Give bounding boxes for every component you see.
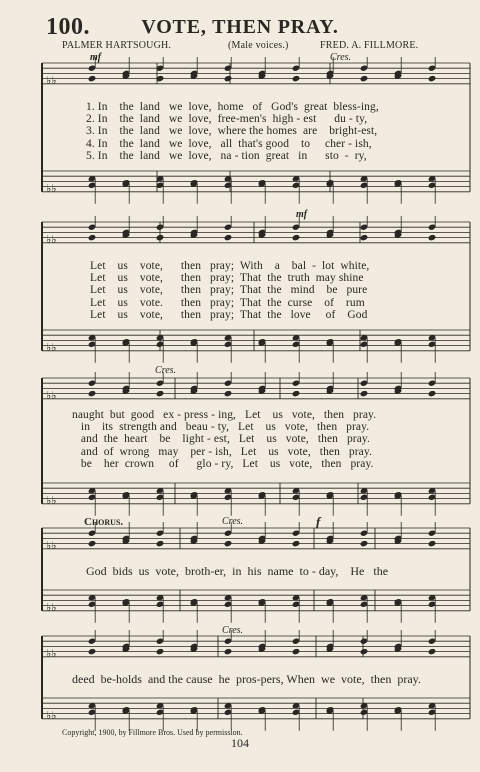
clef-icon: ♭♭ xyxy=(46,340,57,354)
dynamic-f: f xyxy=(316,514,321,529)
clef-icon: ♭♭ xyxy=(46,600,57,614)
note-head xyxy=(428,648,437,655)
note-head xyxy=(428,390,437,397)
lyricist-credit: PALMER HARTSOUGH. xyxy=(62,40,172,51)
verse-line: 1. In the land we love, home of God's great bless-ing, xyxy=(86,101,379,113)
note-head xyxy=(88,390,97,397)
verse-line: Let us vote, then pray; That the love of God xyxy=(90,308,368,321)
note-head xyxy=(156,390,165,397)
verse-line: 5. In the land we love, na - tion great in sto - ry, xyxy=(86,149,367,162)
note-head xyxy=(156,540,165,547)
page-number: 104 xyxy=(231,736,249,750)
note-head xyxy=(292,648,301,655)
verse-line: and of wrong may per - ish, Let us vote, then pray. xyxy=(72,445,372,458)
verse-line: Let us vote, then pray; That the mind be pure xyxy=(90,284,368,297)
note-head xyxy=(156,648,165,655)
note-head xyxy=(292,390,301,397)
composer-credit: FRED. A. FILLMORE. xyxy=(320,40,419,51)
clef-icon: ♭♭ xyxy=(46,646,57,660)
dynamic-cres: Cres. xyxy=(330,52,352,63)
dynamic-cres: Cres. xyxy=(155,365,177,376)
verse-lyrics-block-2 xyxy=(90,260,369,321)
note-head xyxy=(292,75,301,82)
note-head xyxy=(224,390,233,397)
note-head xyxy=(360,75,369,82)
dynamic-cres: Cres. xyxy=(222,516,244,527)
verse-line: 2. In the land we love, free-men's high - est du - ty, xyxy=(86,113,368,126)
voicing-note: (Male voices.) xyxy=(228,40,289,51)
verse-line: in its strength and beau - ty, Let us vote, then pray. xyxy=(72,421,370,434)
note-head xyxy=(292,540,301,547)
note-head xyxy=(428,75,437,82)
note-head xyxy=(88,234,97,241)
note-head xyxy=(224,540,233,547)
verse-lyrics-block-1 xyxy=(86,101,379,162)
dynamic-mf: mf xyxy=(90,52,102,63)
dynamic-mf: mf xyxy=(296,209,308,220)
verse-line: Let us vote, then pray; That the truth may shine xyxy=(90,272,364,285)
hymn-title: VOTE, THEN PRAY. xyxy=(141,16,339,38)
note-head xyxy=(428,540,437,547)
note-head xyxy=(88,75,97,82)
clef-icon: ♭♭ xyxy=(46,538,57,552)
chorus-lyric-line-2: deed be-holds and the cause he pros-pers, When we vote, then pray. xyxy=(72,672,421,686)
note-head xyxy=(88,540,97,547)
note-head xyxy=(292,234,301,241)
dynamic-cres: Cres. xyxy=(222,625,244,636)
note-head xyxy=(88,648,97,655)
note-head xyxy=(360,234,369,241)
note-head xyxy=(360,390,369,397)
verse-line: Let us vote, then pray; With a bal - lot white, xyxy=(90,260,370,272)
note-head xyxy=(224,75,233,82)
clef-icon: ♭♭ xyxy=(46,493,57,507)
clef-icon: ♭♭ xyxy=(46,181,57,195)
clef-icon: ♭♭ xyxy=(46,388,57,402)
clef-icon: ♭♭ xyxy=(46,708,57,722)
clef-icon: ♭♭ xyxy=(46,232,57,246)
note-head xyxy=(224,648,233,655)
note-head xyxy=(428,234,437,241)
note-head xyxy=(360,648,369,655)
note-head xyxy=(360,540,369,547)
chorus-label: Chorus. xyxy=(84,516,124,528)
hymn-number: 100. xyxy=(46,14,90,40)
note-head xyxy=(224,234,233,241)
verse-line: Let us vote. then pray; That the curse of rum xyxy=(90,296,365,309)
verse-line: naught but good ex - press - ing, Let us vote, then pray. xyxy=(72,409,377,421)
verse-line: be her crown of glo - ry, Let us vote, then pray. xyxy=(72,457,374,470)
note-head xyxy=(156,234,165,241)
verse-line: and the heart be light - est, Let us vote, then pray. xyxy=(72,433,371,446)
verse-line: 3. In the land we love, where the homes are bright-est, xyxy=(86,125,378,138)
verse-line: 4. In the land we love, all that's good to cher - ish, xyxy=(86,137,372,150)
copyright-notice: Copyright, 1900, by Fillmore Bros. Used by permission. xyxy=(62,728,243,737)
chorus-lyric-line-1: God bids us vote, broth-er, in his name to - day, He the xyxy=(86,564,389,578)
verse-lyrics-block-3 xyxy=(72,409,376,470)
clef-icon: ♭♭ xyxy=(46,73,57,87)
